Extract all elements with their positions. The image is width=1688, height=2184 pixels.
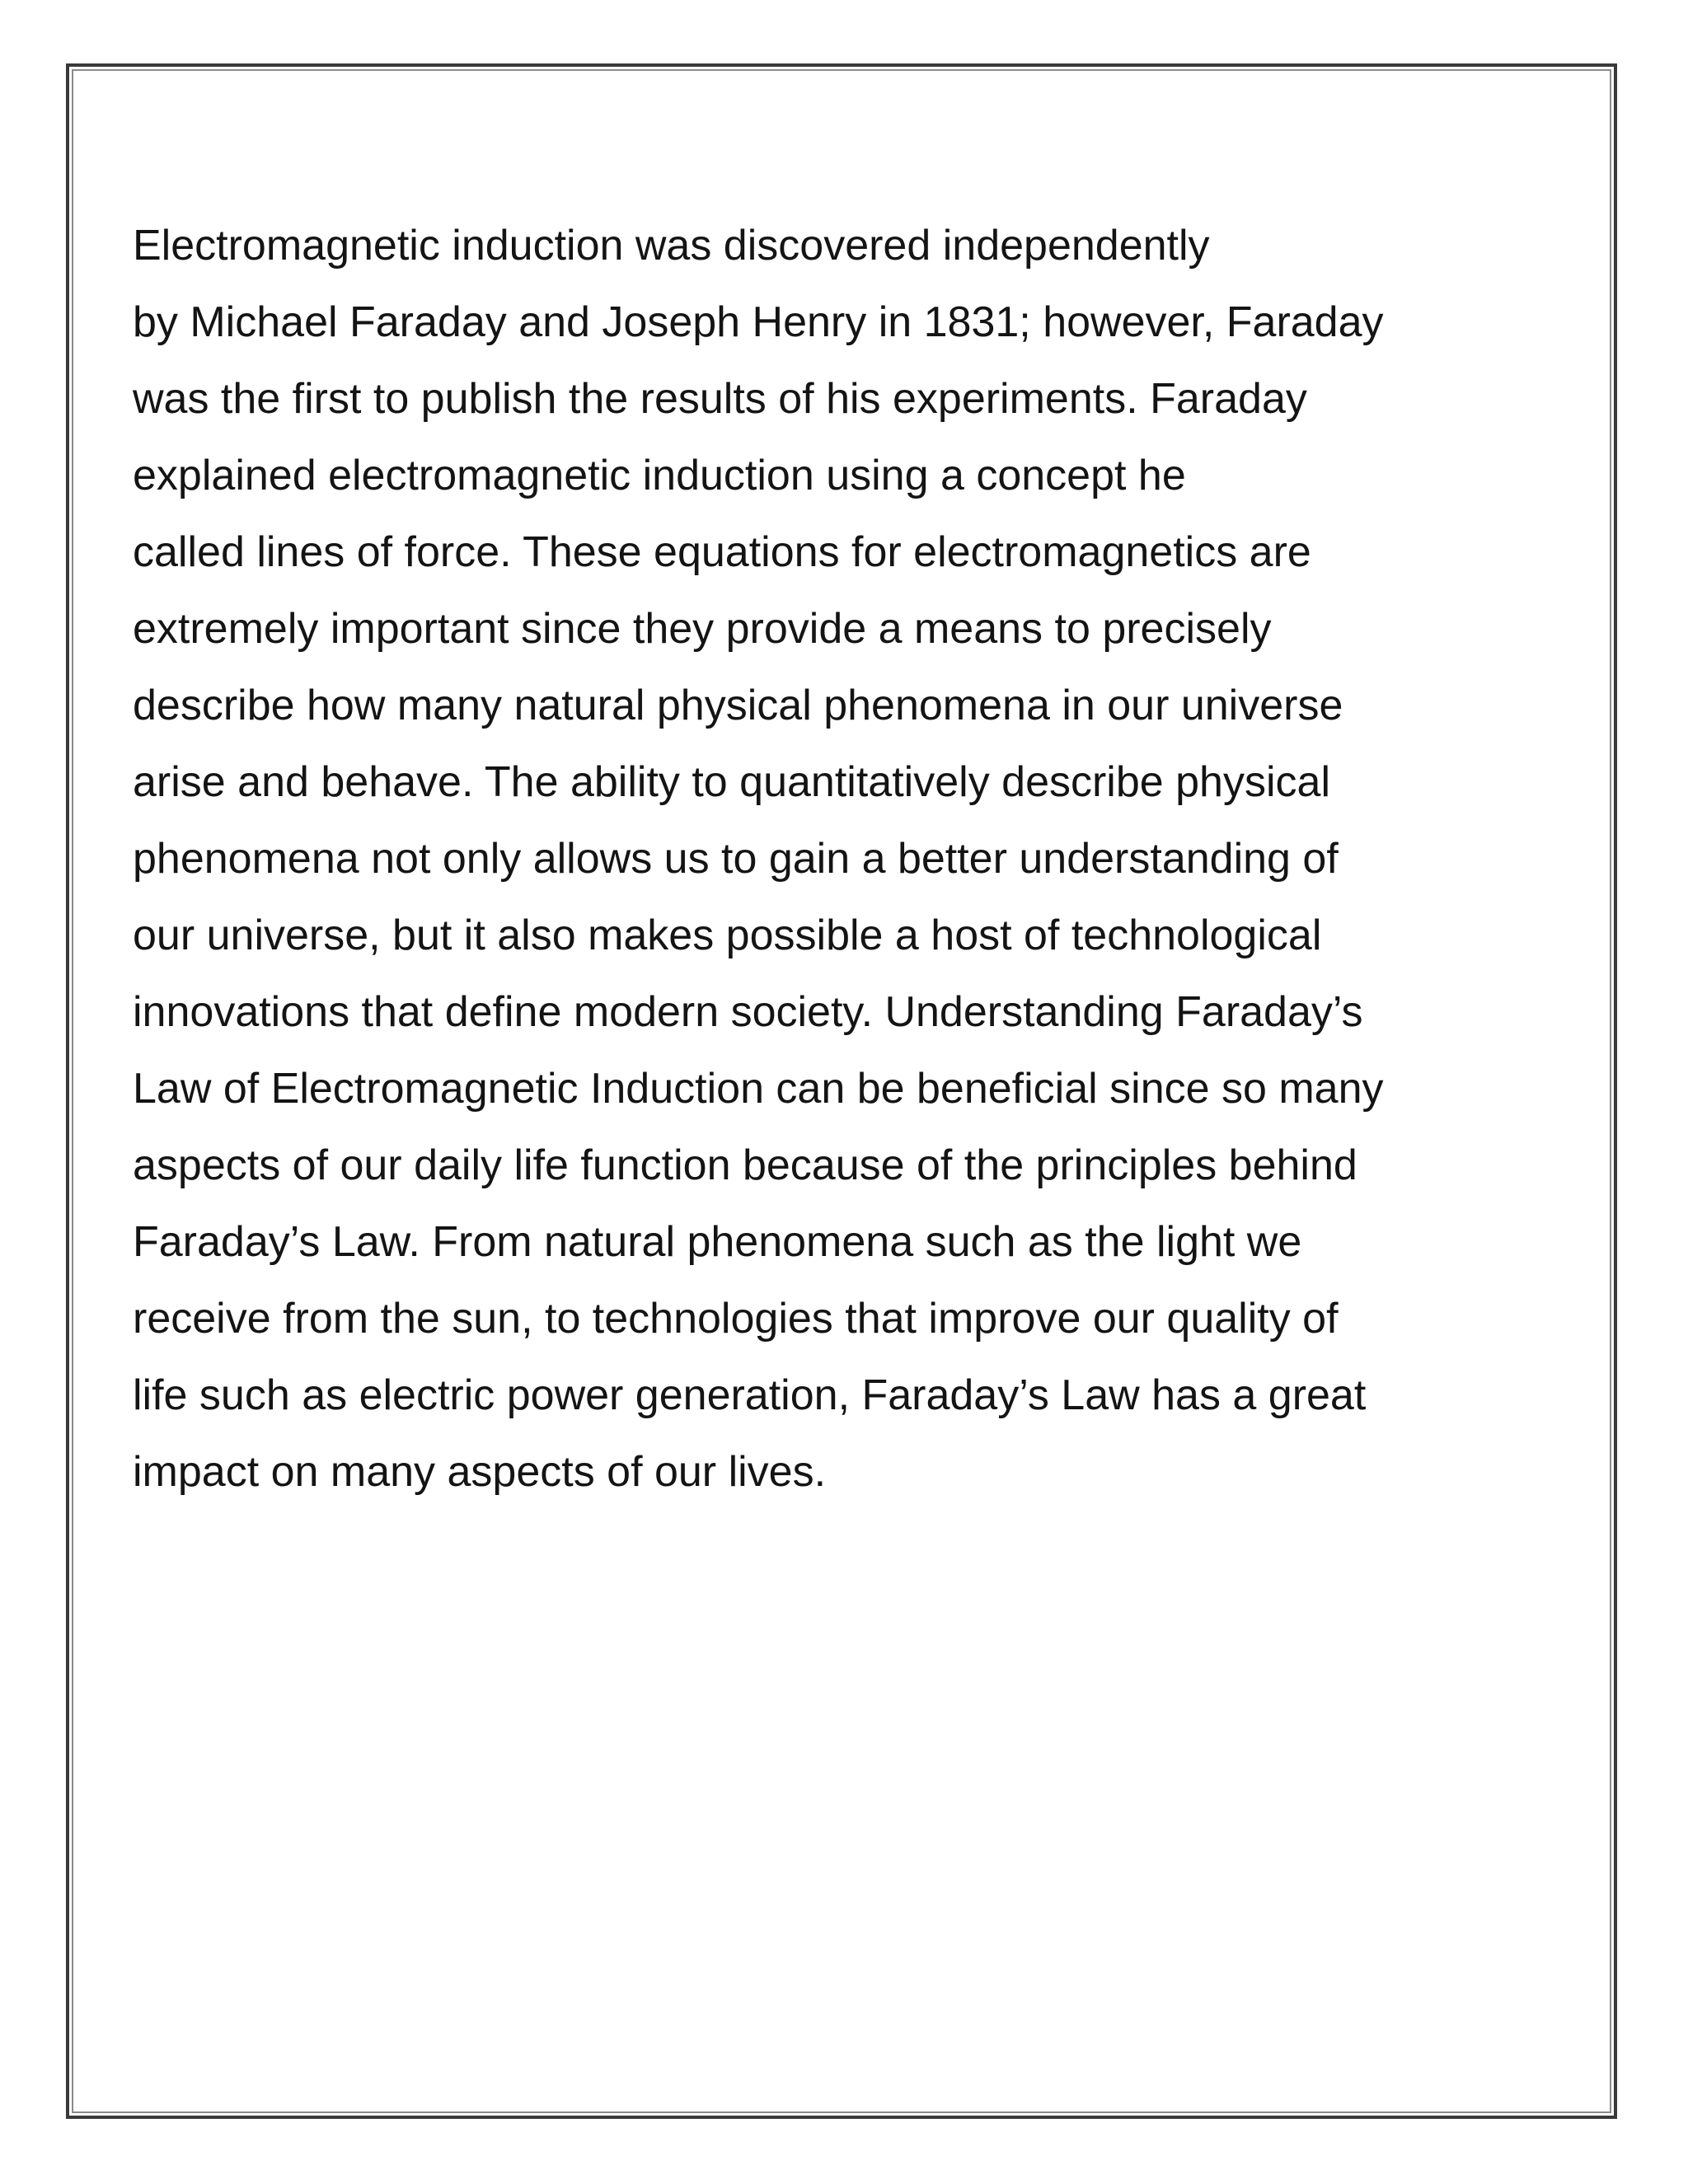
paragraph-line: receive from the sun, to technologies that improve our quality of <box>133 1295 1339 1343</box>
paragraph-line: called lines of force. These equations for electromagnetics are <box>133 528 1311 576</box>
paragraph-line: impact on many aspects of our lives. <box>133 1448 827 1496</box>
paragraph-line: Electromagnetic induction was discovered independently <box>133 222 1210 269</box>
paragraph-line: phenomena not only allows us to gain a better understanding of <box>133 835 1339 883</box>
paragraph-line: life such as electric power generation, Faraday’s Law has a great <box>133 1371 1367 1419</box>
paragraph-line: by Michael Faraday and Joseph Henry in 1831; however, Faraday <box>133 298 1384 346</box>
paragraph-line: was the first to publish the results of his experiments. Faraday <box>133 375 1307 423</box>
body-paragraph <box>133 208 1484 1511</box>
paragraph-line: explained electromagnetic induction using a concept he <box>133 452 1186 499</box>
paragraph-line: Law of Electromagnetic Induction can be beneficial since so many <box>133 1065 1384 1113</box>
paragraph-line: Faraday’s Law. From natural phenomena such as the light we <box>133 1218 1302 1266</box>
paragraph-line: extremely important since they provide a means to precisely <box>133 605 1272 653</box>
paragraph-line: describe how many natural physical phenomena in our universe <box>133 682 1343 729</box>
paragraph-line: innovations that define modern society. Understanding Faraday’s <box>133 988 1363 1036</box>
paragraph-line: our universe, but it also makes possible a host of technological <box>133 912 1322 959</box>
paragraph-line: arise and behave. The ability to quantitatively describe physical <box>133 758 1331 806</box>
paragraph-line: aspects of our daily life function because of the principles behind <box>133 1141 1357 1189</box>
